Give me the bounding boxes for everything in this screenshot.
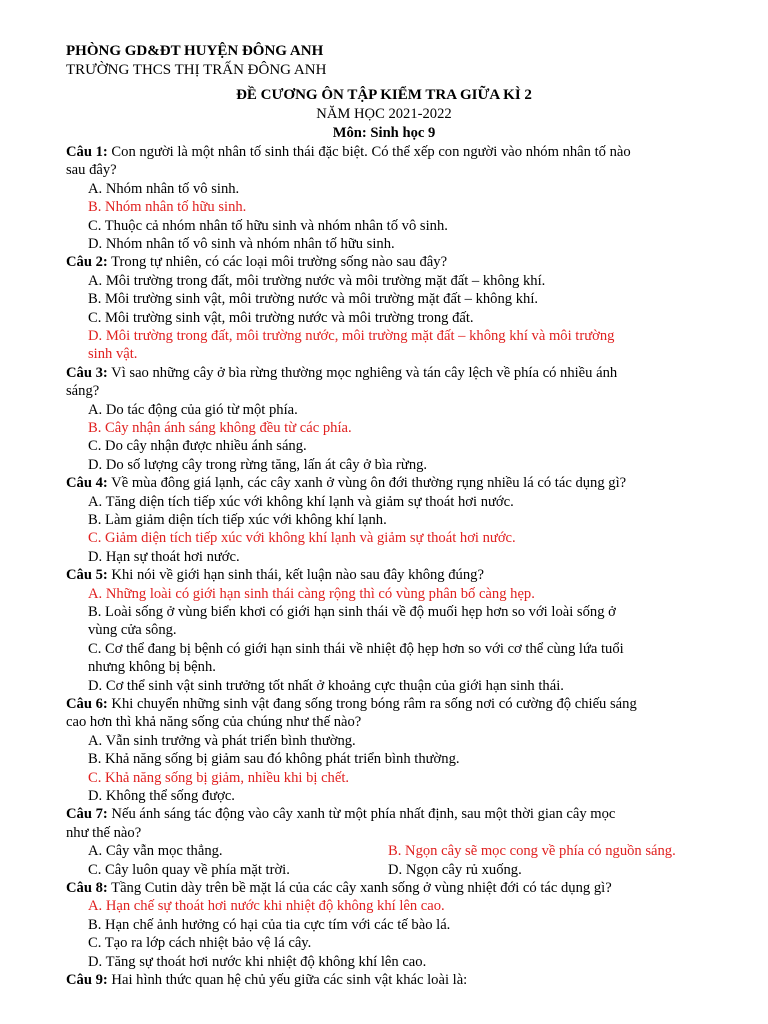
subject-title: Môn: Sinh học 9 xyxy=(332,125,436,141)
question-text: Trong tự nhiên, có các loại môi trường sống nào sau đây? xyxy=(111,254,448,271)
question-text: Hai hình thức quan hệ chủ yếu giữa các sinh vật khác loài là: xyxy=(111,972,468,988)
question-label: Câu 5: xyxy=(66,567,108,584)
option-b: B. Làm giảm diện tích tiếp xúc với không khí lạnh. xyxy=(88,512,387,528)
option-c-continued: nhưng không bị bệnh. xyxy=(88,659,216,676)
school-name: TRƯỜNG THCS THỊ TRẤN ĐÔNG ANH xyxy=(66,62,327,78)
question-text-continued: cao hơn thì khả năng sống của chúng như thế nào? xyxy=(66,714,362,731)
option-d: D. Không thể sống được. xyxy=(88,788,235,804)
question-text: Khi chuyển những sinh vật đang sống trong bóng râm ra sống nơi có cường độ chiếu sáng xyxy=(111,696,637,712)
question-label: Câu 3: xyxy=(66,364,108,381)
question-label: Câu 4: xyxy=(66,475,108,492)
question-label: Câu 8: xyxy=(66,880,108,896)
option-d: D. Môi trường trong đất, môi trường nước, môi trường mặt đất – không khí và môi trường xyxy=(88,328,615,344)
option-b: B. Nhóm nhân tố hữu sinh. xyxy=(88,199,247,216)
school-year: NĂM HỌC 2021-2022 xyxy=(316,106,452,122)
department-name: PHÒNG GD&ĐT HUYỆN ĐÔNG ANH xyxy=(66,43,324,59)
option-b: B. Ngọn cây sẽ mọc cong về phía có nguồn sáng. xyxy=(388,843,676,860)
option-d: D. Cơ thể sinh vật sinh trưởng tốt nhất ở khoảng cực thuận của giới hạn sinh thái. xyxy=(88,677,564,694)
question-4 xyxy=(66,474,626,492)
question-1 xyxy=(66,143,631,161)
option-a: A. Những loài có giới hạn sinh thái càng rộng thì có vùng phân bố càng hẹp. xyxy=(88,585,535,602)
option-c: C. Giảm diện tích tiếp xúc với không khí lạnh và giảm sự thoát hơi nước. xyxy=(88,530,516,547)
question-text: Khi nói về giới hạn sinh thái, kết luận nào sau đây không đúng? xyxy=(111,567,484,584)
option-a: A. Cây vẫn mọc thẳng. xyxy=(88,843,223,860)
option-c: C. Khả năng sống bị giảm, nhiều khi bị chết. xyxy=(88,769,350,786)
question-6 xyxy=(66,695,637,713)
question-8 xyxy=(66,879,612,897)
question-label: Câu 1: xyxy=(66,144,108,160)
option-a: A. Do tác động của gió từ một phía. xyxy=(88,401,298,418)
option-d-continued: sinh vật. xyxy=(88,346,138,363)
option-d: D. Ngọn cây rủ xuống. xyxy=(388,861,522,878)
question-text-continued: sau đây? xyxy=(66,162,117,179)
option-c: C. Tạo ra lớp cách nhiệt bảo vệ lá cây. xyxy=(88,935,312,952)
question-label: Câu 7: xyxy=(66,806,108,823)
question-text-continued: như thế nào? xyxy=(66,824,142,841)
question-7 xyxy=(66,805,615,823)
question-text: Về mùa đông giá lạnh, các cây xanh ở vùng ôn đới thường rụng nhiều lá có tác dụng gì? xyxy=(111,475,627,492)
option-a: A. Nhóm nhân tố vô sinh. xyxy=(88,180,240,197)
question-2 xyxy=(66,253,447,271)
option-c: C. Môi trường sinh vật, môi trường nước và môi trường trong đất. xyxy=(88,309,474,326)
option-a: A. Môi trường trong đất, môi trường nước và môi trường mặt đất – không khí. xyxy=(88,272,546,289)
question-label: Câu 2: xyxy=(66,254,108,271)
option-a: A. Tăng diện tích tiếp xúc với không khí lạnh và giảm sự thoát hơi nước. xyxy=(88,493,514,510)
document-title: ĐỀ CƯƠNG ÔN TẬP KIỂM TRA GIỮA KÌ 2 xyxy=(236,87,532,103)
question-text: Tầng Cutin dày trên bề mặt lá của các cây xanh sống ở vùng nhiệt đới có tác dụng gì? xyxy=(111,880,612,896)
option-b: B. Hạn chế ảnh hưởng có hại của tia cực tím với các tế bào lá. xyxy=(88,916,451,933)
option-b: B. Loài sống ở vùng biển khơi có giới hạn sinh thái về độ muối hẹp hơn so với loài sống ở xyxy=(88,604,616,620)
option-c: C. Thuộc cả nhóm nhân tố hữu sinh và nhóm nhân tố vô sinh. xyxy=(88,217,448,234)
question-label: Câu 6: xyxy=(66,696,108,712)
question-text: Vì sao những cây ở bìa rừng thường mọc nghiêng và tán cây lệch về phía có nhiều ánh xyxy=(111,364,618,381)
question-3 xyxy=(66,364,617,382)
option-a: A. Vẫn sinh trưởng và phát triển bình thường. xyxy=(88,732,356,749)
question-label: Câu 9: xyxy=(66,972,108,988)
option-b: B. Cây nhận ánh sáng không đều từ các phía. xyxy=(88,420,352,436)
question-text-continued: sáng? xyxy=(66,383,100,400)
option-d: D. Nhóm nhân tố vô sinh và nhóm nhân tố hữu sinh. xyxy=(88,236,395,252)
option-b-continued: vùng cửa sông. xyxy=(88,622,177,639)
option-a: A. Hạn chế sự thoát hơi nước khi nhiệt độ không khí lên cao. xyxy=(88,898,445,915)
option-d: D. Tăng sự thoát hơi nước khi nhiệt độ không khí lên cao. xyxy=(88,953,427,970)
question-text: Nếu ánh sáng tác động vào cây xanh từ một phía nhất định, sau một thời gian cây mọc xyxy=(111,806,616,823)
option-b: B. Khả năng sống bị giảm sau đó không phát triển bình thường. xyxy=(88,751,460,768)
question-text: Con người là một nhân tố sinh thái đặc biệt. Có thể xếp con người vào nhóm nhân tố nào xyxy=(111,144,631,160)
option-b: B. Môi trường sinh vật, môi trường nước và môi trường mặt đất – không khí. xyxy=(88,291,539,308)
option-c: C. Cơ thể đang bị bệnh có giới hạn sinh thái về nhiệt độ hẹp hơn so với cơ thể cùng lứa tuổi xyxy=(88,640,624,657)
question-9 xyxy=(66,971,467,989)
option-c: C. Do cây nhận được nhiều ánh sáng. xyxy=(88,438,307,455)
option-c: C. Cây luôn quay về phía mặt trời. xyxy=(88,861,290,878)
option-d: D. Do số lượng cây trong rừng tăng, lấn át cây ở bìa rừng. xyxy=(88,456,428,473)
question-5 xyxy=(66,566,484,584)
option-d: D. Hạn sự thoát hơi nước. xyxy=(88,548,240,565)
